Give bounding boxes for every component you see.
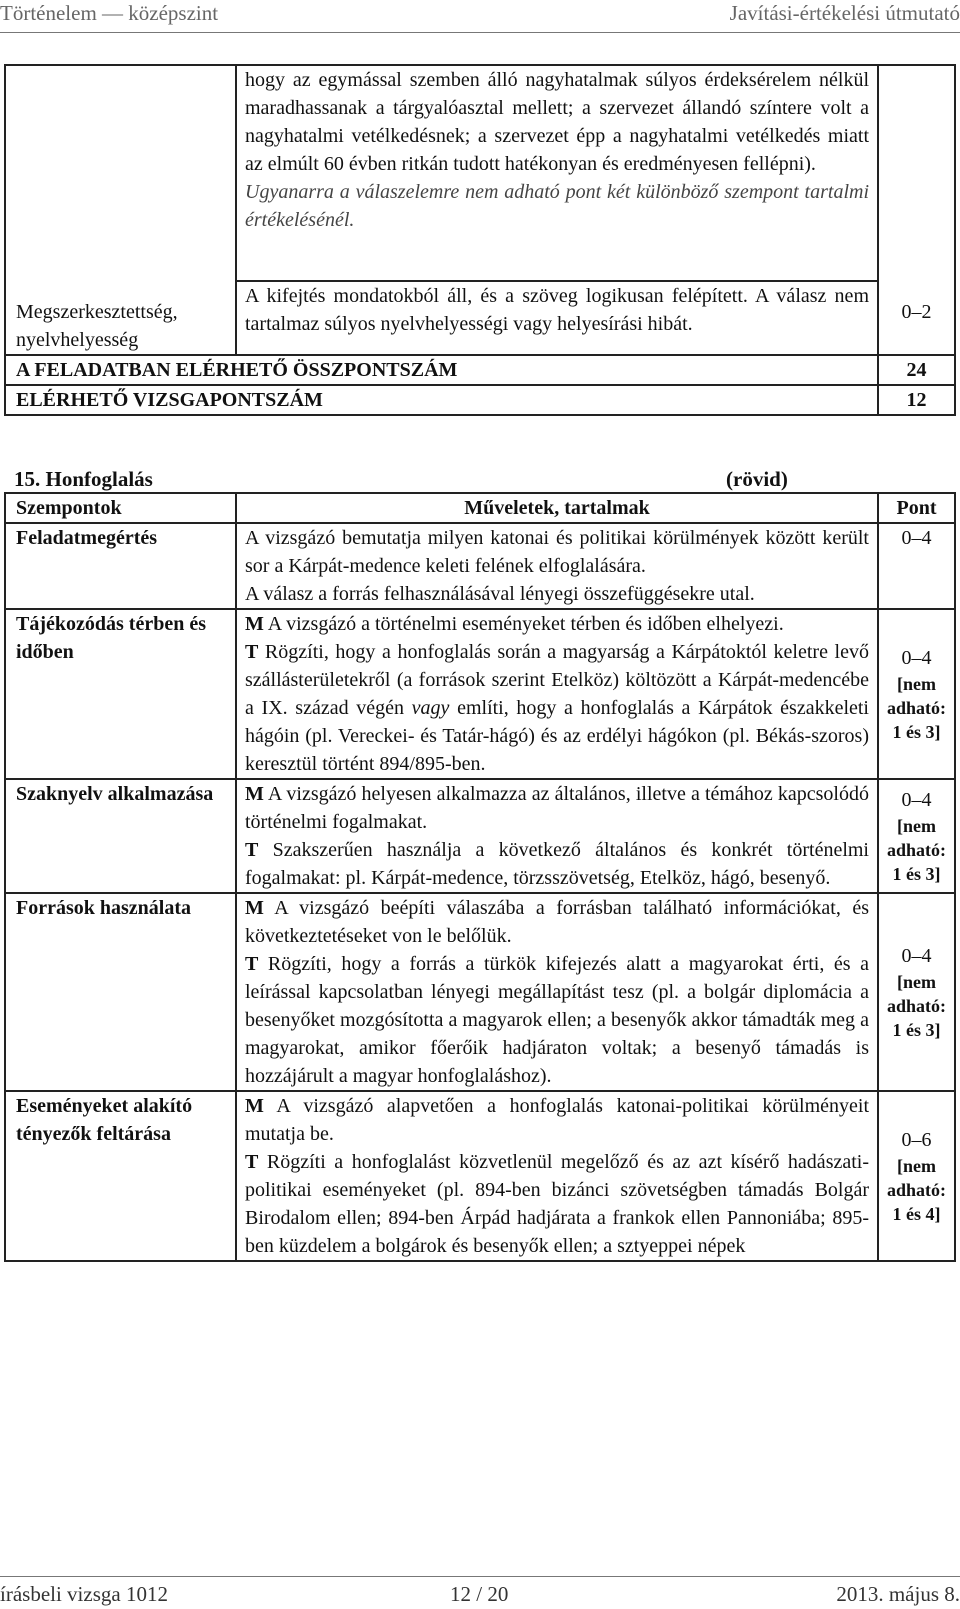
points-note: adható: xyxy=(886,698,946,718)
criterion-label: Megszerkesztettség, nyelvhelyesség xyxy=(16,301,178,351)
content-text: Szakszerűen használja a következő általános és konkrét történelmi fogalmakat: pl. Kárpát-medence, törzsszövetség, Etelköz, hágó, besenyő. xyxy=(245,839,869,889)
content-para xyxy=(245,950,869,1090)
min-marker: M xyxy=(245,897,264,919)
aspect-cell: Szaknyelv alkalmazása xyxy=(5,779,236,893)
points-note: 1 és 3] xyxy=(892,722,941,742)
content-text: A vizsgázó alapvetően a honfoglalás katonai-politikai körülményeit mutatja be. xyxy=(245,1095,869,1145)
points-value: 0–4 xyxy=(901,647,932,669)
header-rule xyxy=(0,32,960,33)
col-header-aspects: Szempontok xyxy=(5,493,236,523)
points-value: 0–4 xyxy=(901,945,932,967)
content-cell xyxy=(236,1091,878,1261)
content-cell xyxy=(236,779,878,893)
question-number-title: 15. Honfoglalás xyxy=(14,467,153,491)
content-para xyxy=(245,1148,869,1260)
typical-marker: T xyxy=(245,839,259,861)
table-row xyxy=(5,523,955,609)
header-doc-type: Javítási-értékelési útmutató xyxy=(729,1,960,25)
points-cell xyxy=(878,65,955,355)
points-note: 1 és 3] xyxy=(892,864,941,884)
content-para xyxy=(245,780,869,836)
criterion-text: A kifejtés mondatokból áll, és a szöveg logikusan felépített. A válasz nem tartalmaz súlyos nyelvhelyességi vagy helyesírási hibát. xyxy=(245,285,869,336)
table-header-row xyxy=(5,493,955,523)
content-para xyxy=(245,894,869,950)
table-previous-task xyxy=(4,64,956,416)
header-subject: Történelem — középszint xyxy=(0,1,219,25)
points-note: [nem xyxy=(897,816,936,836)
typical-marker: T xyxy=(245,1151,259,1173)
criterion-cell xyxy=(5,65,236,355)
exam-row xyxy=(5,385,955,415)
col-header-operations: Műveletek, tartalmak xyxy=(236,493,878,523)
min-marker: M xyxy=(245,783,264,805)
content-text: A vizsgázó helyesen alkalmazza az általános, illetve a témához kapcsolódó történelmi fogalmakat. xyxy=(245,783,869,833)
content-text: Rögzíti, hogy a forrás a türkök kifejezés alatt a magyarokat érti, és a leírással kapcsolatban lényegi megállapítást tesz (pl. a bolgár diplomácia a besenyőket mozgósította a magyarok ellen; a besenyők akkor támadták meg a magyarokat, amikor főerőik hadjáraton voltak; a besenyő támadás is hozzájárult a magyar honfoglaláshoz). xyxy=(245,953,869,1087)
content-text: A vizsgázó a történelmi eseményeket térben és időben elhelyezi. xyxy=(263,613,784,635)
table-row xyxy=(5,65,955,281)
question-title xyxy=(14,467,944,495)
footer-rule xyxy=(0,1576,960,1577)
points-value: 0–6 xyxy=(901,1129,932,1151)
points-note: 1 és 3] xyxy=(892,1020,941,1040)
continuation-cell xyxy=(236,65,878,281)
content-para xyxy=(245,638,869,778)
page-footer xyxy=(0,1576,960,1609)
table-row xyxy=(5,893,955,1091)
points-value: 0–4 xyxy=(901,527,932,549)
content-text: A vizsgázó beépíti válaszába a forrásban található információkat, és következtetéseket von le belőlük. xyxy=(245,897,869,947)
col-header-points: Pont xyxy=(878,493,955,523)
content-text: Rögzíti, hogy a honfoglalás során a magyarság a Kárpátoktól keletre levő szállásterületekről (a források szerint Etelköz) költözött a Kárpát-medencébe a IX. század végén xyxy=(245,641,869,719)
points-note: adható: xyxy=(886,996,946,1016)
exam-value: 12 xyxy=(878,385,955,415)
min-marker: M xyxy=(245,1095,264,1117)
points-note: adható: xyxy=(886,1180,946,1200)
continuation-text: hogy az egymással szemben álló nagyhatalmak súlyos érdeksérelem nélkül maradhassanak a tárgyalóasztal mellett; a szervezet állandó színtere volt a nagyhatalmi vetélkedésnek; a szervezet épp a nagyhatalmi vetélkedés miatt az elmúlt 60 évben ritkán tudott hatékonyan és eredményesen fellépni). xyxy=(245,69,869,175)
content-para xyxy=(245,1092,869,1148)
aspect-cell: Feladatmegértés xyxy=(5,523,236,609)
content-para xyxy=(245,610,869,638)
typical-marker: T xyxy=(245,641,259,663)
points-cell xyxy=(878,523,955,609)
points-note: [nem xyxy=(897,972,936,992)
continuation-note: Ugyanarra a válaszelemre nem adható pont két különböző szempont tartalmi értékelésénél. xyxy=(245,181,869,231)
footer-exam-code: írásbeli vizsga 1012 xyxy=(0,1582,168,1606)
points-cell xyxy=(878,609,955,779)
footer-date: 2013. május 8. xyxy=(836,1582,960,1606)
points-note: adható: xyxy=(886,840,946,860)
aspect-cell: Források használata xyxy=(5,893,236,1091)
table-scoring-guide xyxy=(4,492,956,1262)
content-para: A vizsgázó bemutatja milyen katonai és politikai körülmények között került sor a Kárpát-medence keleti felének elfoglalására. xyxy=(245,527,869,577)
page-header xyxy=(0,0,960,34)
typical-marker: T xyxy=(245,953,259,975)
points-note: [nem xyxy=(897,1156,936,1176)
content-para: A válasz a forrás felhasználásával lényegi összefüggésekre utal. xyxy=(245,583,755,605)
content-cell xyxy=(236,609,878,779)
content-para xyxy=(245,836,869,892)
content-cell xyxy=(236,893,878,1091)
footer-page-number: 12 / 20 xyxy=(450,1582,509,1606)
points-value: 0–4 xyxy=(901,789,932,811)
min-marker: M xyxy=(245,613,264,635)
total-label: A FELADATBAN ELÉRHETŐ ÖSSZPONTSZÁM xyxy=(5,355,878,385)
table-row xyxy=(5,609,955,779)
content-cell xyxy=(236,523,878,609)
aspect-cell: Tájékozódás térben és időben xyxy=(5,609,236,779)
question-kind: (rövid) xyxy=(726,467,788,491)
points-note: 1 és 4] xyxy=(892,1204,941,1224)
content-text: Rögzíti a honfoglalást közvetlenül megelőző és az azt kísérő hadászati-politikai eseményeket (pl. 894-ben bizánci szövetségben támadás Bolgár Birodalom ellen; 894-ben Árpád hadjárata a frankok ellen Pannoniába; 895-ben küzdelem a bolgárok és besenyők ellen; a sztyeppei népek xyxy=(245,1151,869,1257)
criterion-text-cell xyxy=(236,281,878,355)
aspect-cell: Eseményeket alakító tényezők feltárása xyxy=(5,1091,236,1261)
content-text: említi, hogy a honfoglalás a Kárpátok északkeleti hágóin (pl. Vereckei- és Tatár-hágó) és az erdélyi hágókon (pl. Békás-szoros) keresztül történt 894/895-ben. xyxy=(245,697,869,775)
total-row xyxy=(5,355,955,385)
table-row xyxy=(5,1091,955,1261)
points-cell xyxy=(878,1091,955,1261)
content-emphasis: vagy xyxy=(411,697,450,719)
criterion-points: 0–2 xyxy=(901,301,932,323)
points-cell xyxy=(878,893,955,1091)
points-note: [nem xyxy=(897,674,936,694)
total-value: 24 xyxy=(878,355,955,385)
exam-label: ELÉRHETŐ VIZSGAPONTSZÁM xyxy=(5,385,878,415)
points-cell xyxy=(878,779,955,893)
table-row xyxy=(5,779,955,893)
